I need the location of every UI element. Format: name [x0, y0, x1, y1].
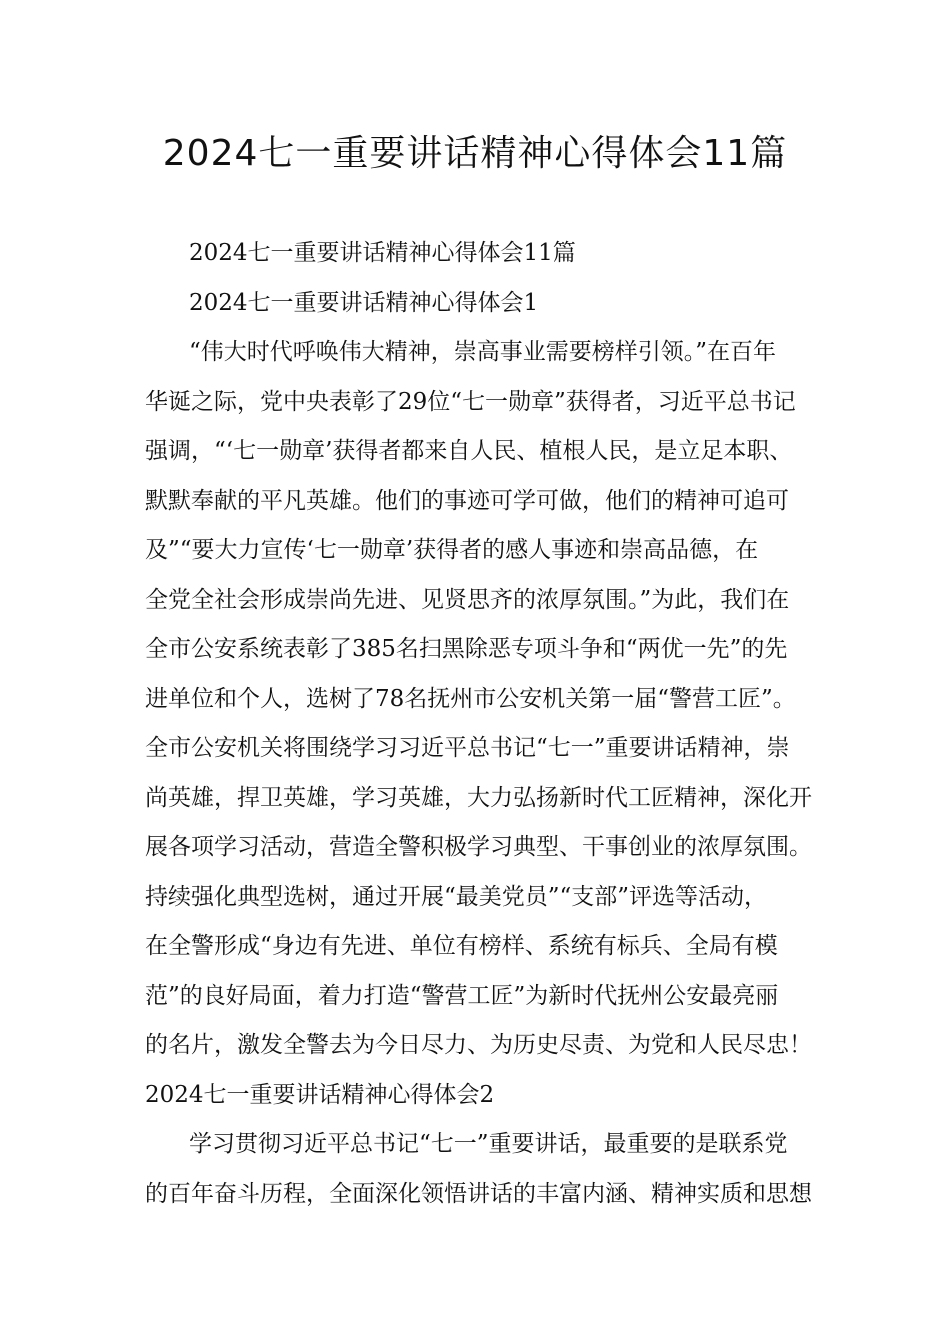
- paragraph-line: 持续强化典型选树，通过开展“最美党员”“支部”评选等活动，: [145, 883, 768, 910]
- paragraph-line: 的百年奋斗历程，全面深化领悟讲话的丰富内涵、精神实质和思想: [145, 1180, 812, 1207]
- subtitle-line: 2024七一重要讲话精神心得体会11篇: [189, 240, 576, 266]
- paragraph-line: “伟大时代呼唤伟大精神，崇高事业需要榜样引领。”在百年: [189, 339, 777, 365]
- document-title: 2024七一重要讲话精神心得体会11篇: [162, 133, 788, 174]
- section-heading-1: 2024七一重要讲话精神心得体会1: [189, 289, 539, 316]
- paragraph-line: 尚英雄，捍卫英雄，学习英雄，大力弘扬新时代工匠精神，深化开: [145, 784, 812, 811]
- paragraph-line: 华诞之际，党中央表彰了29位“七一勋章”获得者，习近平总书记: [145, 388, 796, 415]
- document-body: [145, 229, 825, 1219]
- section-heading-2: 2024七一重要讲话精神心得体会2: [145, 1081, 495, 1108]
- paragraph-line: 范”的良好局面，着力打造“警营工匠”为新时代抚州公安最亮丽: [145, 982, 779, 1009]
- paragraph-line: 全市公安机关将围绕学习习近平总书记“七一”重要讲话精神，崇: [145, 735, 790, 761]
- paragraph-line: 进单位和个人，选树了78名抚州市公安机关第一届“警营工匠”。: [145, 685, 796, 712]
- paragraph-line: 在全警形成“身边有先进、单位有榜样、系统有标兵、全局有模: [145, 933, 778, 959]
- paragraph-line: 学习贯彻习近平总书记“七一”重要讲话，最重要的是联系党: [189, 1131, 788, 1157]
- paragraph-line: 展各项学习活动，营造全警积极学习典型、干事创业的浓厚氛围。: [145, 834, 812, 860]
- paragraph-line: 强调，“‘七一勋章’获得者都来自人民、植根人民，是立足本职、: [145, 438, 793, 464]
- paragraph-line: 默默奉献的平凡英雄。他们的事迹可学可做，他们的精神可追可: [145, 487, 789, 514]
- paragraph-line: 全市公安系统表彰了385名扫黑除恶专项斗争和“两优一先”的先: [145, 636, 788, 662]
- paragraph-line: 的名片，激发全警去为今日尽力、为历史尽责、为党和人民尽忠！: [145, 1032, 812, 1058]
- paragraph-line: 及”“要大力宣传‘七一勋章’获得者的感人事迹和崇高品德，在: [145, 537, 759, 563]
- paragraph-line: 全党全社会形成崇尚先进、见贤思齐的浓厚氛围。”为此，我们在: [145, 586, 790, 613]
